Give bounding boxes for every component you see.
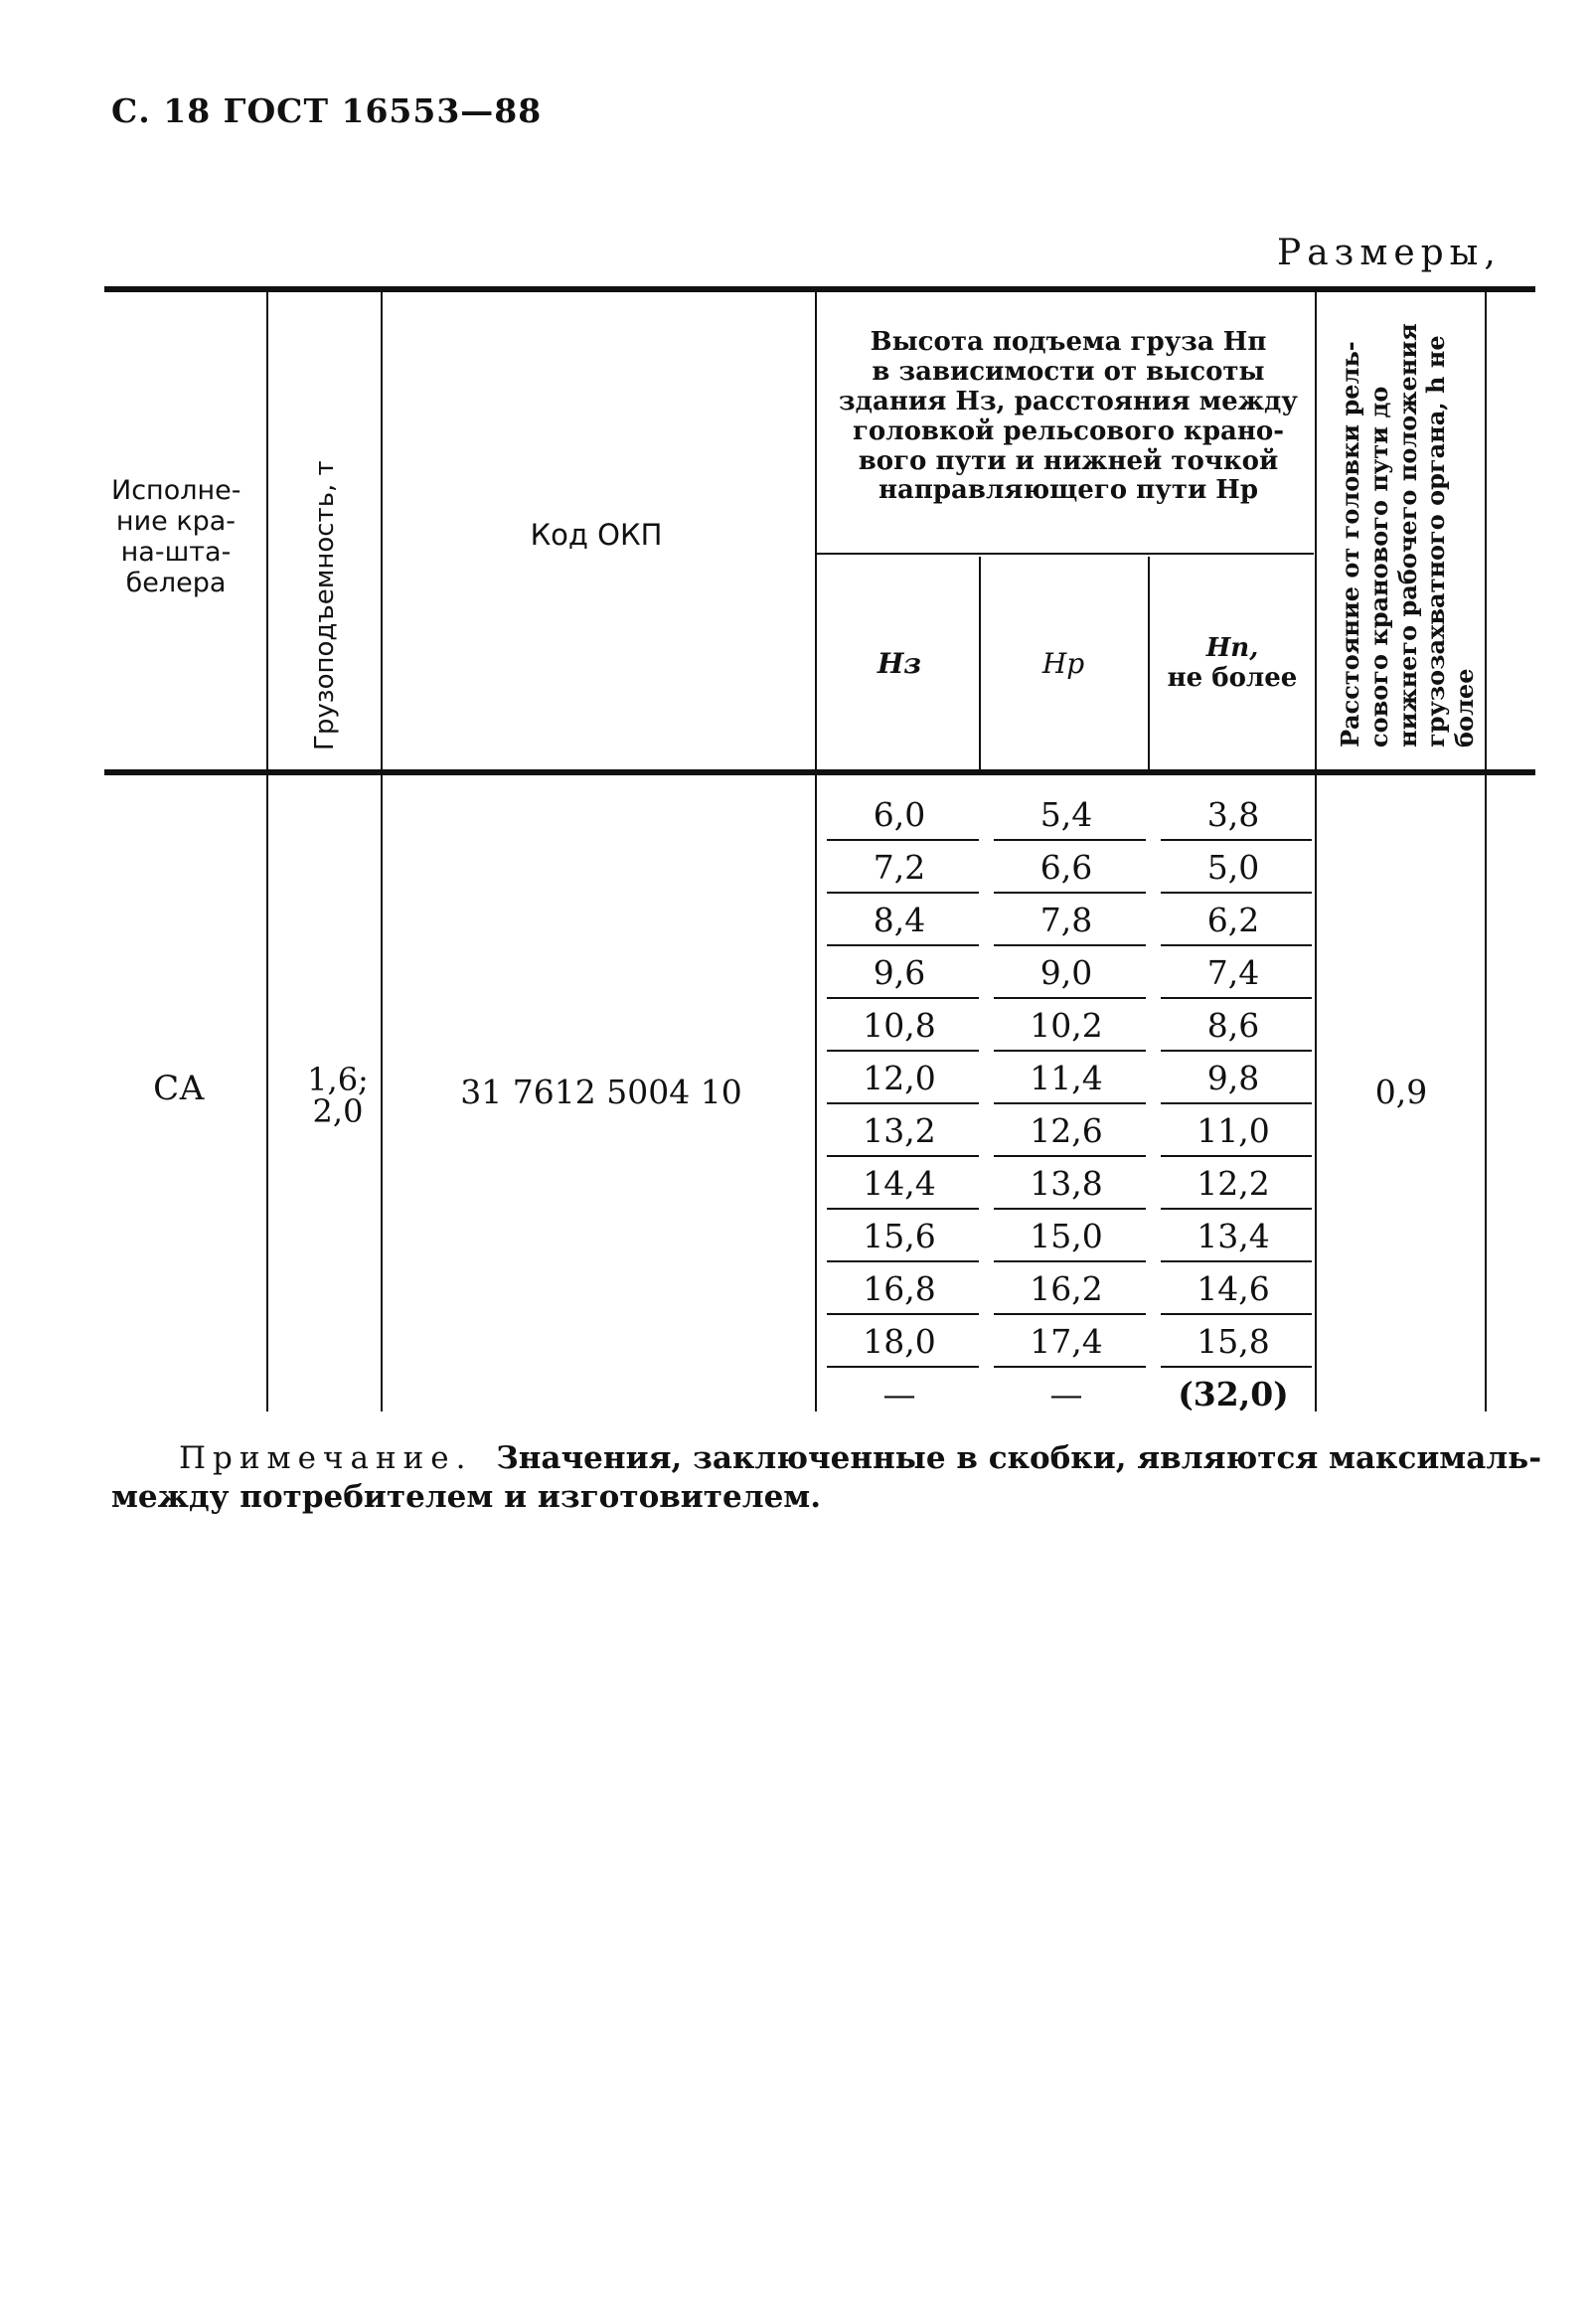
row-underline: [827, 839, 979, 841]
table-cell: (32,0): [1178, 1375, 1289, 1413]
col-hz-header: Hз: [877, 647, 922, 680]
note-text-2: между потребителем и изготовителем.: [111, 1479, 822, 1515]
table-cell: 9,6: [873, 953, 926, 992]
capacity-value: [298, 1061, 378, 1130]
distance-header-line: более: [1450, 668, 1480, 747]
table-cell: 10,8: [863, 1006, 936, 1045]
hp-header-line: Hп,: [1205, 633, 1259, 663]
row-underline: [827, 1313, 979, 1315]
table-cell: 7,4: [1206, 953, 1260, 992]
row-underline: [994, 892, 1146, 894]
table-vline: [381, 292, 383, 1411]
table-cell: 5,0: [1206, 848, 1260, 887]
distance-header-line: грузозахватного органа, h не: [1421, 335, 1451, 747]
col-hp-header: [1158, 634, 1307, 694]
table-vline: [979, 557, 981, 769]
row-underline: [827, 1102, 979, 1104]
table-cell: 3,8: [1206, 795, 1260, 834]
note-lead: Примечание.: [179, 1440, 473, 1476]
row-underline: [1161, 892, 1312, 894]
table-vline: [1315, 292, 1317, 1411]
page-header: С. 18 ГОСТ 16553—88: [111, 91, 543, 130]
table-cell: 17,4: [1030, 1322, 1103, 1361]
table-cell: 8,6: [1206, 1006, 1260, 1045]
height-header-line: вого пути и нижней точкой: [858, 445, 1279, 476]
table-vline: [1148, 557, 1150, 769]
table-top-rule: [104, 286, 1535, 292]
row-underline: [1161, 1208, 1312, 1210]
col-hr-header: Hр: [1041, 647, 1085, 680]
table-vline: [815, 292, 817, 1411]
hp-header-line: не более: [1167, 662, 1298, 693]
height-header-line: Высота подъема груза Hп: [870, 327, 1267, 357]
distance-header-line: сового кранового пути до: [1363, 386, 1393, 747]
col-height-group-header: [825, 328, 1312, 506]
row-underline: [1161, 1050, 1312, 1052]
table-header-bottom-rule: [104, 769, 1535, 775]
note-text: Значения, заключенные в скобки, являются максималь-: [496, 1440, 1542, 1476]
table-cell: 14,6: [1196, 1269, 1270, 1308]
table-cell: 6,6: [1039, 848, 1093, 887]
row-underline: [994, 997, 1146, 999]
table-cell: 10,2: [1030, 1006, 1103, 1045]
row-underline: [827, 1155, 979, 1157]
row-underline: [1161, 1313, 1312, 1315]
col-distance-header: [1337, 323, 1480, 747]
col-capacity-header: Грузоподъемность, т: [310, 460, 340, 750]
distance-header-line: нижнего рабочего положения: [1392, 323, 1422, 747]
row-underline: [994, 839, 1146, 841]
table-cell: 13,2: [863, 1111, 936, 1150]
col-variant-header: Исполне-ние кра-на-шта-белера: [111, 475, 241, 599]
dimensions-label: Размеры,: [1277, 233, 1502, 273]
row-underline: [1161, 1366, 1312, 1368]
okp-code-value: 31 7612 5004 10: [460, 1073, 742, 1111]
table-cell: 9,0: [1039, 953, 1093, 992]
table-cell: 8,4: [873, 901, 926, 939]
row-underline: [994, 1050, 1146, 1052]
table-hline: [817, 553, 1314, 555]
row-underline: [994, 1102, 1146, 1104]
row-underline: [1161, 997, 1312, 999]
table-cell: 6,2: [1206, 901, 1260, 939]
row-underline: [1161, 839, 1312, 841]
table-cell: 15,0: [1030, 1217, 1103, 1255]
row-underline: [1161, 1155, 1312, 1157]
height-header-line: в зависимости от высоты: [872, 356, 1265, 387]
row-underline: [827, 944, 979, 946]
height-header-line: головкой рельсового кранo-: [852, 415, 1285, 446]
row-underline: [1161, 944, 1312, 946]
table-cell: 5,4: [1039, 795, 1093, 834]
variant-value: СА: [153, 1069, 205, 1108]
table-cell: 12,6: [1030, 1111, 1103, 1150]
note: [179, 1439, 1541, 1478]
table-cell: 13,8: [1030, 1164, 1103, 1203]
table-vline: [1485, 292, 1487, 1411]
distance-value: 0,9: [1374, 1073, 1428, 1111]
table-cell: 7,8: [1039, 901, 1093, 939]
table-cell: —: [1049, 1375, 1083, 1413]
row-underline: [827, 1050, 979, 1052]
table-cell: —: [882, 1375, 916, 1413]
height-header-line: здания Hз, расстояния между: [839, 386, 1298, 416]
table-cell: 15,8: [1196, 1322, 1270, 1361]
row-underline: [827, 892, 979, 894]
row-underline: [994, 1366, 1146, 1368]
row-underline: [827, 1366, 979, 1368]
row-underline: [994, 1155, 1146, 1157]
table-cell: 18,0: [863, 1322, 936, 1361]
row-underline: [1161, 1102, 1312, 1104]
table-cell: 11,0: [1196, 1111, 1270, 1150]
table-cell: 12,2: [1196, 1164, 1270, 1203]
table-cell: 16,2: [1030, 1269, 1103, 1308]
height-header-line: направляющего пути Hр: [877, 475, 1259, 506]
row-underline: [827, 1260, 979, 1262]
table-cell: 15,6: [863, 1217, 936, 1255]
row-underline: [994, 1260, 1146, 1262]
table-vline: [266, 292, 268, 1411]
table-cell: 14,4: [863, 1164, 936, 1203]
table-cell: 12,0: [863, 1059, 936, 1097]
row-underline: [1161, 1260, 1312, 1262]
capacity-line: 1,6;: [307, 1061, 369, 1098]
capacity-line: 2,0: [312, 1092, 364, 1130]
distance-header-line: Расстояние от головки рель-: [1336, 341, 1364, 747]
row-underline: [994, 1208, 1146, 1210]
table-cell: 16,8: [863, 1269, 936, 1308]
row-underline: [994, 1313, 1146, 1315]
col-okp-header: Код ОКП: [530, 518, 663, 552]
table-cell: 9,8: [1206, 1059, 1260, 1097]
table-cell: 11,4: [1030, 1059, 1103, 1097]
row-underline: [827, 1208, 979, 1210]
row-underline: [827, 997, 979, 999]
table-cell: 6,0: [873, 795, 926, 834]
table-cell: 7,2: [873, 848, 926, 887]
table-cell: 13,4: [1196, 1217, 1270, 1255]
row-underline: [994, 944, 1146, 946]
